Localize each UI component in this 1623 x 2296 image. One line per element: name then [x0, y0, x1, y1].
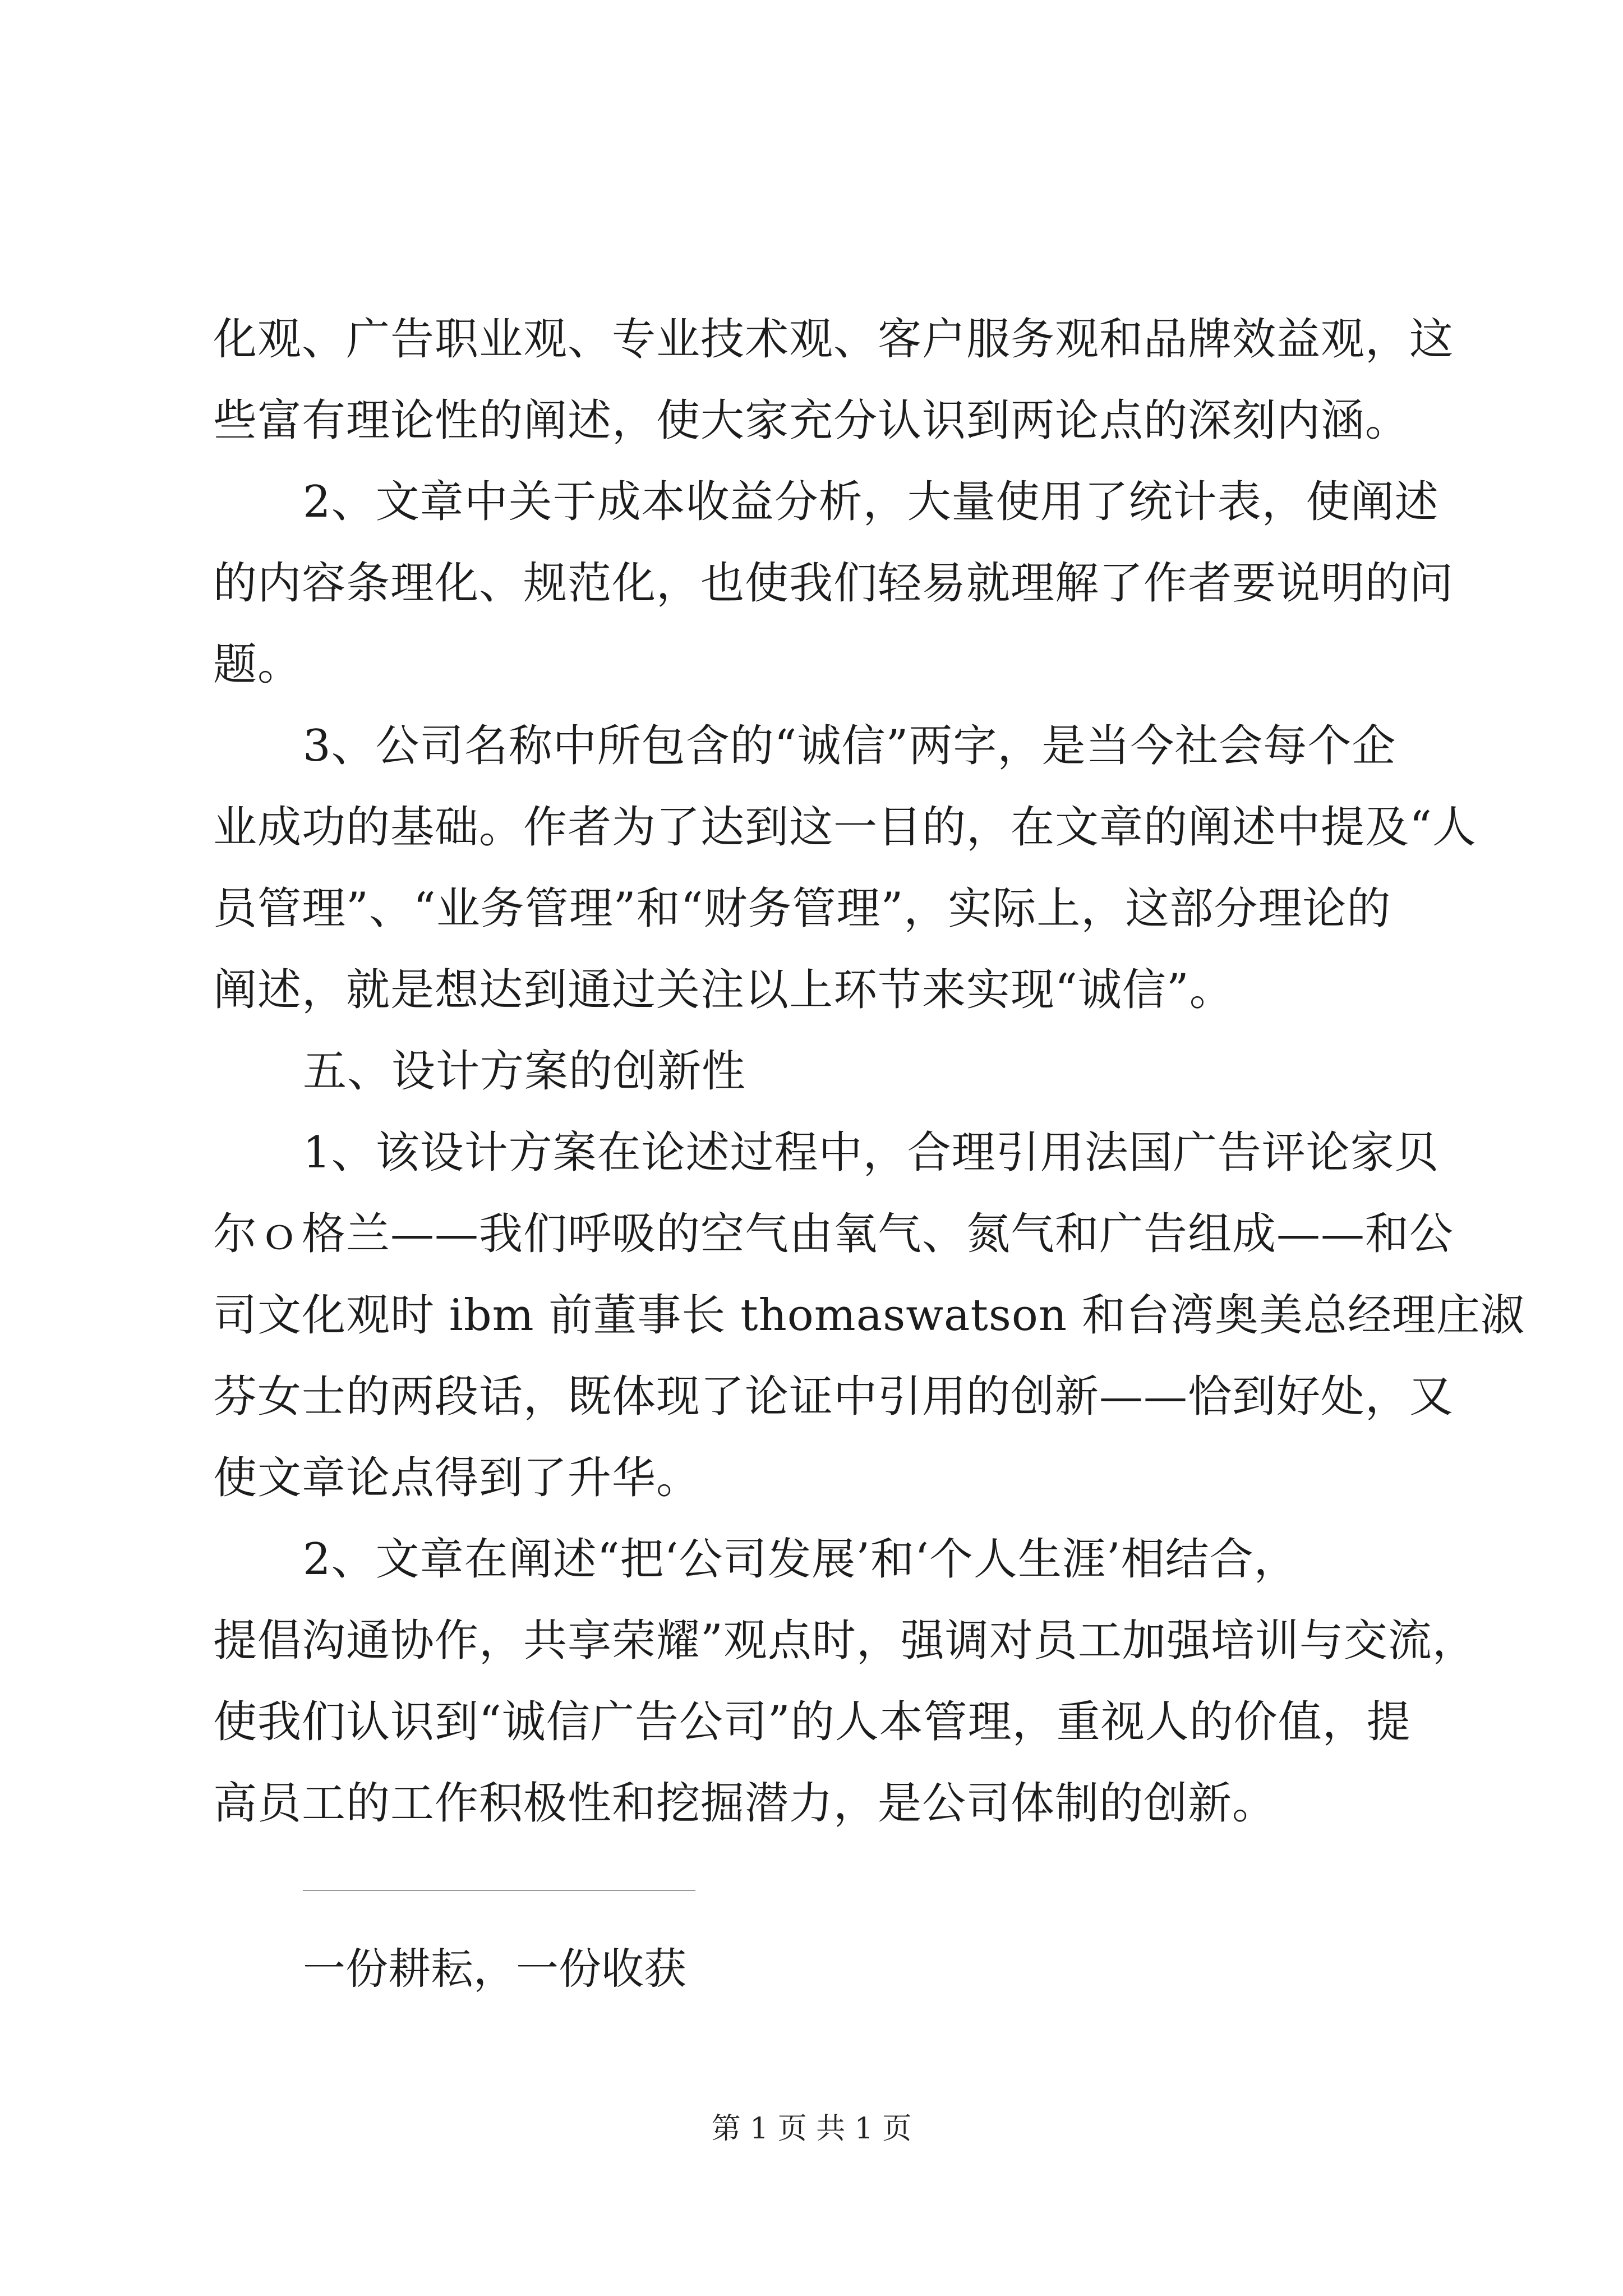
paragraph-line: 化观、广告职业观、专业技术观、客户服务观和品牌效益观，这 — [213, 314, 1454, 365]
paragraph-line: 1、该设计方案在论述过程中，合理引用法国广告评论家贝 — [303, 1128, 1439, 1178]
paragraph-line: 题。 — [213, 639, 302, 690]
paragraph-line: 高员工的工作积极性和挖掘潜力，是公司体制的创新。 — [213, 1778, 1277, 1829]
paragraph-line: 员管理”、“业务管理”和“财务管理”，实际上，这部分理论的 — [213, 884, 1391, 934]
footnote-separator — [303, 1890, 695, 1891]
paragraph-line: 尔ｏ格兰——我们呼吸的空气由氧气、氮气和广告组成——和公 — [213, 1209, 1454, 1259]
paragraph-line: 使我们认识到“诚信广告公司”的人本管理，重视人的价值，提 — [213, 1697, 1411, 1747]
paragraph-line: 阐述，就是想达到通过关注以上环节来实现“诚信”。 — [213, 965, 1234, 1015]
paragraph-line: 2、文章中关于成本收益分析，大量使用了统计表，使阐述 — [303, 477, 1439, 527]
paragraph-line: 业成功的基础。作者为了达到这一目的，在文章的阐述中提及“人 — [213, 802, 1477, 853]
paragraph-line: 使文章论点得到了升华。 — [213, 1453, 701, 1503]
paragraph-line: 芬女士的两段话，既体现了论证中引用的创新——恰到好处，又 — [213, 1372, 1454, 1422]
footnote-text: 一份耕耘，一份收获 — [303, 1944, 686, 1994]
paragraph-line: 司文化观时 ibm 前董事长 thomaswatson 和台湾奥美总经理庄淑 — [213, 1290, 1525, 1341]
paragraph-line: 的内容条理化、规范化，也使我们轻易就理解了作者要说明的问 — [213, 558, 1454, 609]
paragraph-line: 些富有理论性的阐述，使大家充分认识到两论点的深刻内涵。 — [213, 395, 1410, 446]
page-number: 第 1 页 共 1 页 — [711, 2112, 912, 2146]
paragraph-line: 2、文章在阐述“把‘公司发展’和‘个人生涯’相结合， — [303, 1534, 1298, 1585]
section-heading: 五、设计方案的创新性 — [303, 1046, 746, 1097]
paragraph-line: 提倡沟通协作，共享荣耀”观点时，强调对员工加强培训与交流， — [213, 1616, 1477, 1666]
paragraph-line: 3、公司名称中所包含的“诚信”两字，是当今社会每个企 — [303, 721, 1396, 771]
